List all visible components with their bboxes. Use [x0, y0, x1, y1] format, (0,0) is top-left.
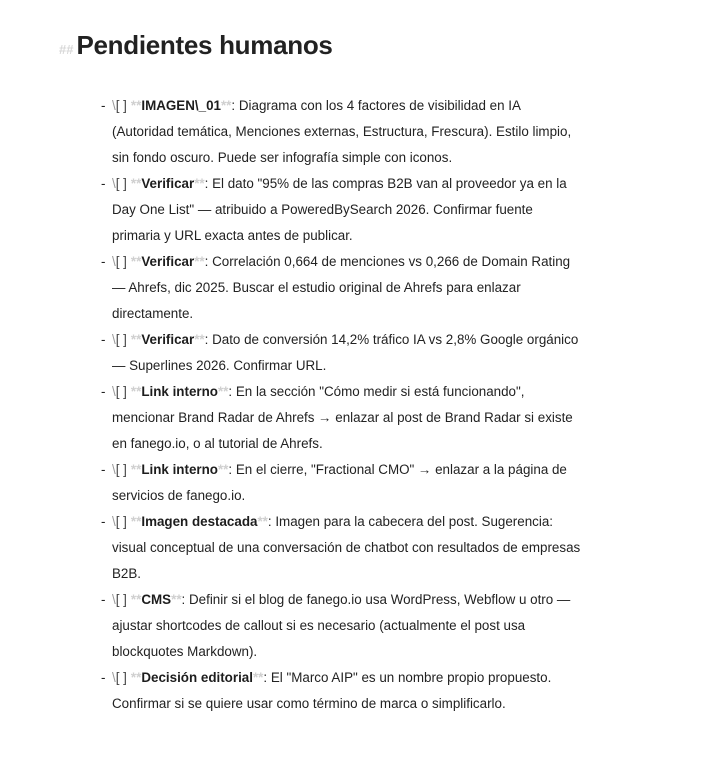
list-dash: - [101, 670, 106, 685]
heading-markdown-prefix: ## [59, 42, 74, 57]
task-text: : Definir si el blog de fanego.io usa WordPress, Webflow u otro — ajustar shortcodes de callout si es necesario (actualmente el post usa blockquotes Markdown). [112, 592, 571, 659]
bold-marker-open: ** [130, 384, 142, 399]
bold-marker-open: ** [130, 514, 142, 529]
bold-marker-close: ** [171, 592, 182, 607]
bold-marker-close: ** [217, 462, 229, 477]
task-text: : El "Marco AIP" es un nombre propio propuesto. Confirmar si se quiere usar como término de marca o simplificarlo. [112, 670, 552, 711]
checkbox-escape: \ [112, 176, 116, 191]
bold-marker-close: ** [217, 384, 229, 399]
checkbox-escape: \ [112, 514, 116, 529]
task-list-item-2[interactable] [101, 171, 581, 249]
task-label: IMAGEN\_01 [141, 98, 221, 113]
checkbox-brackets: [ ] [115, 98, 127, 113]
task-label: Imagen destacada [141, 514, 258, 529]
task-list-item-3[interactable] [101, 249, 581, 327]
task-checkbox[interactable] [112, 176, 127, 191]
checkbox-escape: \ [112, 670, 116, 685]
section-heading [59, 30, 333, 61]
bold-marker-close: ** [252, 670, 264, 685]
task-checkbox[interactable] [112, 670, 127, 685]
task-text: : El dato "95% de las compras B2B van al proveedor ya en la Day One List" — atribuido a PoweredBySearch 2026. Confirmar fuente primaria y URL exacta antes de publicar. [112, 176, 567, 243]
bold-marker-close: ** [220, 98, 232, 113]
list-dash: - [101, 592, 106, 607]
list-dash: - [101, 462, 106, 477]
checkbox-escape: \ [112, 332, 116, 347]
task-checkbox[interactable] [112, 98, 127, 113]
task-list-item-8[interactable] [101, 587, 581, 665]
task-checkbox[interactable] [112, 462, 127, 477]
task-list-item-9[interactable] [101, 665, 581, 717]
task-text: : Correlación 0,664 de menciones vs 0,266 de Domain Rating — Ahrefs, dic 2025. Buscar el estudio original de Ahrefs para enlazar directamente. [112, 254, 571, 321]
bold-marker-open: ** [130, 98, 142, 113]
task-label: Verificar [141, 254, 195, 269]
checkbox-brackets: [ ] [115, 332, 127, 347]
checkbox-escape: \ [112, 254, 116, 269]
task-list-item-1[interactable] [101, 93, 581, 171]
task-checkbox[interactable] [112, 592, 127, 607]
task-checkbox[interactable] [112, 254, 127, 269]
bold-marker-open: ** [130, 592, 142, 607]
bold-marker-close: ** [194, 176, 205, 191]
task-checkbox[interactable] [112, 514, 127, 529]
task-label: Link interno [141, 384, 218, 399]
checkbox-escape: \ [112, 384, 116, 399]
checkbox-brackets: [ ] [115, 670, 127, 685]
list-dash: - [101, 332, 106, 347]
heading-title: Pendientes humanos [76, 30, 333, 60]
checkbox-escape: \ [112, 98, 116, 113]
checkbox-brackets: [ ] [115, 514, 127, 529]
task-label: Verificar [141, 176, 195, 191]
task-checkbox[interactable] [112, 332, 127, 347]
task-list-item-5[interactable] [101, 379, 581, 457]
list-dash: - [101, 514, 106, 529]
task-list-item-6[interactable] [101, 457, 581, 509]
checkbox-brackets: [ ] [115, 592, 127, 607]
task-text: : Diagrama con los 4 factores de visibilidad en IA (Autoridad temática, Menciones externas, Estructura, Frescura). Estilo limpio, sin fondo oscuro. Puede ser infografía simple con iconos. [112, 98, 572, 165]
checkbox-escape: \ [112, 592, 116, 607]
task-text: : En el cierre, "Fractional CMO" → enlazar a la página de servicios de fanego.io. [112, 462, 567, 503]
task-label: Decisión editorial [141, 670, 253, 685]
task-label: Verificar [141, 332, 195, 347]
bold-marker-close: ** [257, 514, 268, 529]
bold-marker-open: ** [130, 332, 142, 347]
task-text: : Imagen para la cabecera del post. Sugerencia: visual conceptual de una conversación de chatbot con resultados de empresas B2B. [112, 514, 581, 581]
task-text: : Dato de conversión 14,2% tráfico IA vs 2,8% Google orgánico — Superlines 2026. Confirmar URL. [112, 332, 579, 373]
checkbox-brackets: [ ] [115, 254, 127, 269]
task-list-item-7[interactable] [101, 509, 581, 587]
list-dash: - [101, 176, 106, 191]
pending-task-list [101, 93, 581, 717]
checkbox-brackets: [ ] [115, 176, 127, 191]
checkbox-brackets: [ ] [115, 462, 127, 477]
bold-marker-open: ** [130, 462, 142, 477]
bold-marker-close: ** [194, 254, 205, 269]
task-checkbox[interactable] [112, 384, 127, 399]
list-dash: - [101, 254, 106, 269]
bold-marker-open: ** [130, 176, 142, 191]
bold-marker-open: ** [130, 670, 142, 685]
task-label: Link interno [141, 462, 218, 477]
task-text: : En la sección "Cómo medir si está funcionando", mencionar Brand Radar de Ahrefs → enlazar al post de Brand Radar si existe en fanego.io, o al tutorial de Ahrefs. [112, 384, 573, 451]
list-dash: - [101, 98, 106, 113]
task-label: CMS [141, 592, 172, 607]
checkbox-escape: \ [112, 462, 116, 477]
task-list-item-4[interactable] [101, 327, 581, 379]
list-dash: - [101, 384, 106, 399]
bold-marker-open: ** [130, 254, 142, 269]
checkbox-brackets: [ ] [115, 384, 127, 399]
bold-marker-close: ** [194, 332, 205, 347]
